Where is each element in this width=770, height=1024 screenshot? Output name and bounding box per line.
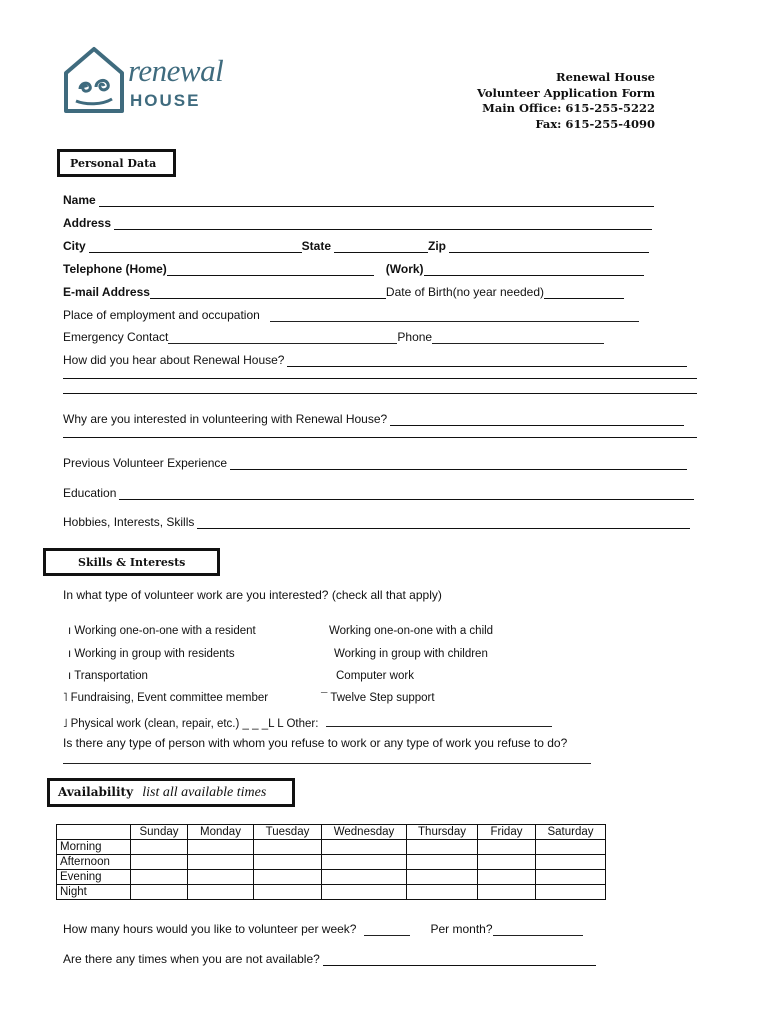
table-cell[interactable] — [254, 855, 322, 870]
option-one-on-one-child[interactable] — [329, 625, 493, 637]
checkbox-mark[interactable]: ı — [68, 648, 72, 660]
employment-label: Place of employment and occupation — [63, 308, 260, 322]
org-name: Renewal House — [556, 70, 655, 84]
day-header: Monday — [188, 825, 254, 840]
form-title: Volunteer Application Form — [477, 85, 655, 100]
option-group-residents[interactable] — [68, 648, 235, 660]
table-cell[interactable] — [254, 885, 322, 900]
option-label: Transportation — [74, 670, 148, 682]
other-label: Other: — [286, 718, 319, 730]
option-group-children[interactable] — [334, 648, 488, 660]
employment-field[interactable] — [270, 309, 639, 322]
dob-field[interactable] — [544, 286, 624, 299]
table-cell[interactable] — [131, 840, 188, 855]
tel-work-label: (Work) — [385, 262, 424, 276]
house-spiral-icon — [62, 45, 126, 115]
option-label: Computer work — [336, 670, 414, 682]
table-cell[interactable] — [407, 855, 478, 870]
table-cell[interactable] — [254, 840, 322, 855]
option-computer-work[interactable] — [336, 670, 414, 682]
hear-row — [63, 353, 687, 367]
hobbies-label: Hobbies, Interests, Skills — [63, 515, 195, 529]
table-cell[interactable] — [536, 855, 606, 870]
day-header: Thursday — [407, 825, 478, 840]
section-skills-interests — [43, 548, 220, 576]
section-title: Skills & Interests — [78, 556, 186, 569]
address-label: Address — [63, 216, 112, 230]
state-field[interactable] — [334, 240, 428, 253]
zip-label: Zip — [428, 239, 447, 253]
telephone-row — [63, 262, 644, 276]
state-label: State — [301, 239, 332, 253]
table-corner — [57, 825, 131, 840]
skills-question: In what type of volunteer work are you interested? (check all that apply) — [63, 588, 442, 602]
option-one-on-one-resident[interactable] — [68, 625, 256, 637]
day-header: Wednesday — [322, 825, 407, 840]
table-cell[interactable] — [188, 840, 254, 855]
per-month-field[interactable] — [493, 923, 583, 936]
address-field[interactable] — [114, 217, 652, 230]
option-label: Fundraising, Event committee member — [70, 692, 269, 704]
section-personal-data — [57, 149, 176, 177]
logo — [62, 45, 252, 115]
city-label: City — [63, 239, 86, 253]
day-header: Saturday — [536, 825, 606, 840]
per-month-label: Per month? — [430, 922, 493, 936]
education-row — [63, 486, 694, 500]
why-field-line[interactable] — [63, 437, 697, 438]
table-cell[interactable] — [322, 855, 407, 870]
option-label: Working one-on-one with a resident — [74, 625, 256, 637]
option-twelve-step[interactable] — [321, 692, 435, 704]
day-header: Tuesday — [254, 825, 322, 840]
option-transportation[interactable] — [68, 670, 148, 682]
section-availability — [47, 778, 295, 807]
option-label: Twelve Step support — [330, 692, 435, 704]
dob-label: Date of Birth(no year needed) — [385, 285, 545, 299]
section-subtitle: list all available times — [142, 785, 267, 800]
table-cell[interactable] — [254, 870, 322, 885]
option-fundraising[interactable] — [63, 692, 268, 704]
table-cell[interactable] — [478, 840, 536, 855]
education-field[interactable] — [119, 487, 694, 500]
table-cell[interactable] — [407, 870, 478, 885]
checkbox-mark[interactable]: ˩ — [63, 718, 68, 730]
hear-field[interactable] — [287, 354, 687, 367]
section-title: Personal Data — [70, 157, 157, 170]
table-row — [57, 855, 606, 870]
option-label: Physical work (clean, repair, etc.) — [70, 718, 240, 730]
section-title: Availability — [58, 785, 134, 799]
table-cell[interactable] — [536, 870, 606, 885]
table-cell[interactable] — [407, 885, 478, 900]
other-field[interactable] — [326, 714, 552, 727]
emergency-row — [63, 330, 604, 344]
hours-week-field[interactable] — [364, 923, 410, 936]
name-row — [63, 193, 654, 207]
table-cell[interactable] — [131, 870, 188, 885]
why-label: Why are you interested in volunteering with Renewal House? — [63, 412, 388, 426]
table-cell[interactable] — [478, 870, 536, 885]
hear-label: How did you hear about Renewal House? — [63, 353, 285, 367]
hobbies-row — [63, 515, 690, 529]
refuse-question: Is there any type of person with whom you refuse to work or any type of work you refuse to do? — [63, 736, 568, 750]
previous-row — [63, 456, 687, 470]
checkbox-mark[interactable]: ı — [68, 625, 72, 637]
why-field[interactable] — [390, 413, 684, 426]
table-cell[interactable] — [536, 840, 606, 855]
phone-field[interactable] — [432, 331, 604, 344]
table-row — [57, 885, 606, 900]
previous-field[interactable] — [230, 457, 687, 470]
fax: Fax: 615-255-4090 — [535, 116, 655, 131]
not-available-row — [63, 952, 596, 966]
table-cell[interactable] — [322, 840, 407, 855]
header-block — [477, 70, 655, 132]
main-office: Main Office: 615-255-5222 — [482, 101, 655, 115]
hear-field-line[interactable] — [63, 378, 697, 379]
time-label: Afternoon — [57, 855, 131, 870]
option-label: Working one-on-one with a child — [329, 625, 494, 637]
table-cell[interactable] — [322, 885, 407, 900]
logo-word-renewal: renewal — [128, 53, 224, 88]
refuse-field[interactable] — [63, 763, 591, 764]
time-label: Morning — [57, 840, 131, 855]
day-header: Sunday — [131, 825, 188, 840]
option-label: Working in group with children — [334, 648, 488, 660]
option-label: Working in group with residents — [74, 648, 235, 660]
logo-word-house: HOUSE — [130, 91, 201, 110]
option-physical-work[interactable] — [63, 714, 552, 730]
emergency-label: Emergency Contact — [63, 330, 169, 344]
email-row — [63, 285, 624, 299]
email-field[interactable] — [150, 286, 386, 299]
table-cell[interactable] — [188, 855, 254, 870]
zip-field[interactable] — [449, 240, 649, 253]
table-cell[interactable] — [131, 885, 188, 900]
time-label: Night — [57, 885, 131, 900]
table-cell[interactable] — [407, 840, 478, 855]
hear-field-line[interactable] — [63, 393, 697, 394]
tel-home-field[interactable] — [167, 263, 374, 276]
table-header-row — [57, 825, 606, 840]
table-cell[interactable] — [131, 855, 188, 870]
not-available-label: Are there any times when you are not available? — [63, 952, 320, 966]
city-row — [63, 239, 649, 253]
table-cell[interactable] — [188, 885, 254, 900]
tel-home-label: Telephone (Home) — [63, 262, 167, 276]
table-row — [57, 870, 606, 885]
checkbox-mark[interactable]: ¯ — [321, 692, 328, 704]
checkbox-mark[interactable]: ı — [68, 670, 72, 682]
table-cell[interactable] — [478, 855, 536, 870]
phone-label: Phone — [397, 330, 433, 344]
day-header: Friday — [478, 825, 536, 840]
email-label: E-mail Address — [63, 285, 150, 299]
table-cell[interactable] — [322, 870, 407, 885]
table-cell[interactable] — [478, 885, 536, 900]
why-row — [63, 412, 684, 426]
tel-work-field[interactable] — [424, 263, 644, 276]
not-available-field[interactable] — [323, 953, 596, 966]
education-label: Education — [63, 486, 117, 500]
name-field[interactable] — [99, 194, 654, 207]
hours-row — [63, 922, 583, 936]
other-marks: _ _ _L L — [242, 718, 284, 730]
previous-label: Previous Volunteer Experience — [63, 456, 228, 470]
employment-row — [63, 308, 639, 322]
name-label: Name — [63, 193, 96, 207]
address-row — [63, 216, 652, 230]
table-cell[interactable] — [188, 870, 254, 885]
table-row — [57, 840, 606, 855]
checkbox-mark[interactable]: ˥ — [63, 692, 68, 704]
availability-table — [56, 824, 606, 900]
hours-week-label: How many hours would you like to volunteer per week? — [63, 922, 357, 936]
city-field[interactable] — [89, 240, 302, 253]
hobbies-field[interactable] — [197, 516, 690, 529]
table-cell[interactable] — [536, 885, 606, 900]
time-label: Evening — [57, 870, 131, 885]
emergency-field[interactable] — [168, 331, 397, 344]
